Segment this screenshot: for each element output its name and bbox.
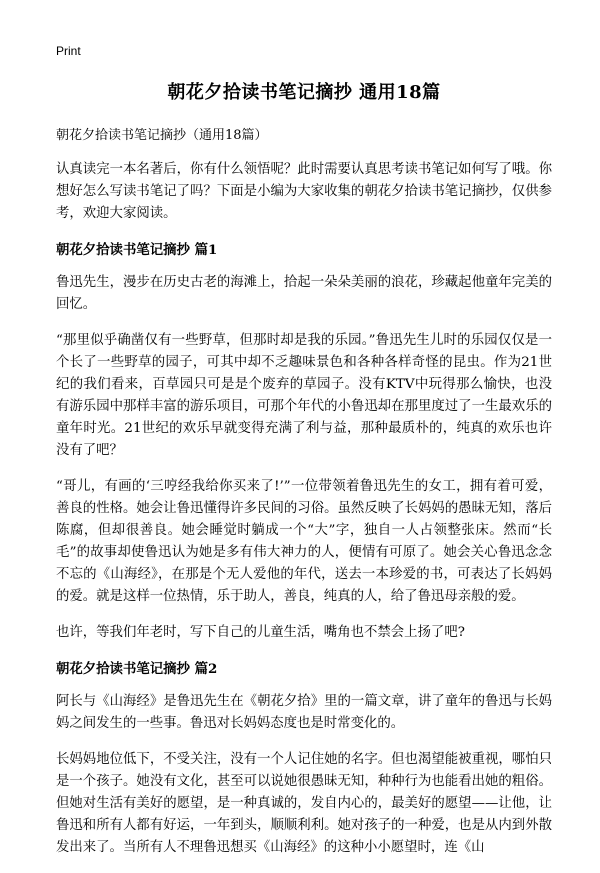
section1-paragraph: “那里似乎确凿仅有一些野草，但那时却是我的乐园。”鲁迅先生儿时的乐园仅仅是一个长了一些野草的园子，可其中却不乏趣味景色和各种各样奇怪的昆虫。作为21世纪的我们看来，百草园只可是是个废弃的草园子。没有KTV中玩得那么愉快，也没有游乐园中那样丰富的游乐项目，可那个年代的小鲁迅却在那里度过了一生最欢乐的童年时光。21世纪的欢乐早就变得充满了利与益，那种最质朴的，纯真的欢乐也许没有了吧？ xyxy=(56,333,552,458)
section-heading-2: 朝花夕拾读书笔记摘抄 篇2 xyxy=(56,661,218,677)
section1-paragraph: “哥儿，有画的‘三哼经我给你买来了!’”一位带领着鲁迅先生的女工，拥有着可爱，善良的性格。她会让鲁迅懂得许多民间的习俗。虽然反映了长妈妈的愚昧无知，落后陈腐，但却很善良。她会睡觉时躺成一个“大”字，独自一人占领整张床。然而“长毛”的故事却使鲁迅认为她是多有伟大神力的人，便情有可原了。她会关心鲁迅念念不忘的《山海经》，在那是个无人爱他的年代，送去一本珍爱的书，可表达了长妈妈的爱。就是这样一位热情，乐于助人，善良，纯真的人，给了鲁迅母亲般的爱。 xyxy=(56,479,552,604)
section1-paragraph: 也许，等我们年老时，写下自己的儿童生活，嘴角也不禁会上扬了吧? xyxy=(56,625,465,640)
section1-paragraph: 鲁迅先生，漫步在历史古老的海滩上，拾起一朵朵美丽的浪花，珍藏起他童年完美的回忆。 xyxy=(56,275,552,312)
section2-paragraph: 长妈妈地位低下，不受关注，没有一个人记住她的名字。但也渴望能被重视，哪怕只是一个孩子。她没有文化，甚至可以说她很愚昧无知，种种行为也能看出她的粗俗。但她对生活有美好的愿望，是一种真诚的，发自内心的，最美好的愿望——让他，让鲁迅和所有人都有好运，一年到头，顺顺利利。她对孩子的一种爱，也是从内到外散发出来了。当所有人不理鲁迅想买《山海经》的这种小小愿望时，连《山 xyxy=(56,752,552,855)
section2-paragraph: 阿长与《山海经》是鲁迅先生在《朝花夕拾》里的一篇文章，讲了童年的鲁迅与长妈妈之间发生的一些事。鲁迅对长妈妈态度也是时常变化的。 xyxy=(56,694,552,731)
section-heading-1: 朝花夕拾读书笔记摘抄 篇1 xyxy=(56,242,218,258)
page-title: 朝花夕拾读书笔记摘抄 通用18篇 xyxy=(167,82,441,103)
print-link[interactable]: Print xyxy=(56,44,81,58)
document-page xyxy=(56,78,552,873)
intro-paragraph: 认真读完一本名著后，你有什么领悟呢？此时需要认真思考读书笔记如何写了哦。你想好怎么写读书笔记了吗？下面是小编为大家收集的朝花夕拾读书笔记摘抄，仅供参考，欢迎大家阅读。 xyxy=(56,162,552,221)
page-subtitle: 朝花夕拾读书笔记摘抄（通用18篇） xyxy=(56,128,268,143)
